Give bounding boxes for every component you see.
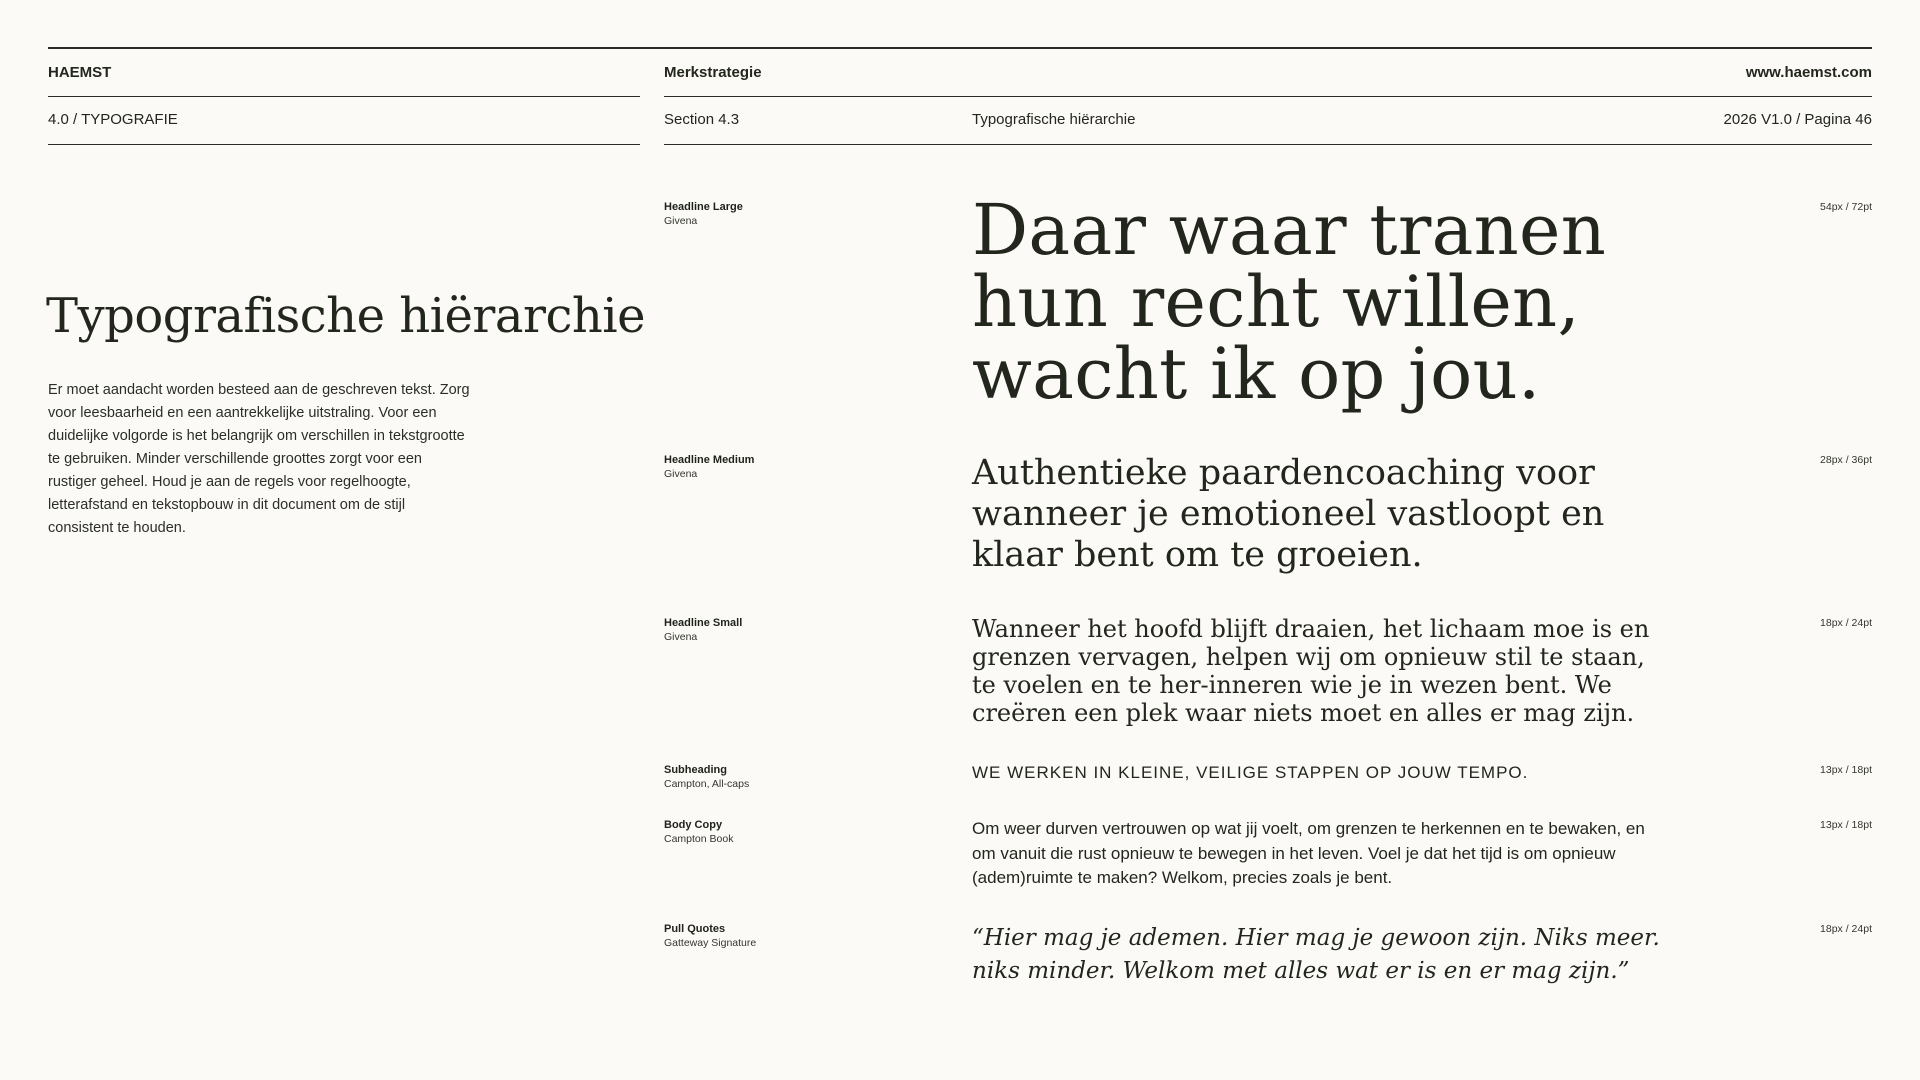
brand-name: HAEMST [48,64,112,81]
spec-subheading [664,763,749,791]
style-font: Campton, All-caps [664,778,750,790]
sample-body-copy: Om weer durven vertrouwen op wat jij voelt, om grenzen te herkennen en te bewaken, en om vanuit die rust opnieuw te bewegen in het leven. Voel je dat het tijd is om opnieuw (adem)ruimte te maken? Welkom, precies zoals je bent. [972,819,1645,887]
style-font: Givena [664,631,698,643]
style-size-pull-quotes: 18px / 24pt [1820,923,1872,935]
style-font: Campton Book [664,833,734,845]
style-size-headline-small: 18px / 24pt [1820,617,1872,629]
sample-headline-large: Daar waar tranen hun recht willen, wacht ik op jou. [972,189,1607,415]
style-name: Pull Quotes [664,923,726,935]
left-subheader-divider [48,144,640,145]
style-name: Headline Medium [664,454,755,466]
sample-subheading: WE WERKEN IN KLEINE, VEILIGE STAPPEN OP JOUW TEMPO. [972,763,1529,782]
spec-body-copy [664,818,733,846]
top-rule [48,47,1872,49]
style-name: Subheading [664,764,727,776]
style-font: Givena [664,468,698,480]
section-name: Typografische hiërarchie [972,111,1136,128]
style-name: Headline Large [664,201,743,213]
style-name: Body Copy [664,819,723,831]
spec-headline-large [664,200,743,228]
spec-headline-medium [664,453,754,481]
intro-paragraph: Er moet aandacht worden besteed aan de geschreven tekst. Zorg voor leesbaarheid en een aantrekkelijke uitstraling. Voor een duidelijke volgorde is het belangrijk om verschillen in tekstgrootte te gebruiken. Minder verschillende groottes zorgt voor een rustiger geheel. Houd je aan de regels voor regelhoogte, letterafstand en tekstopbouw in dit document om de stijl consistent te houden. [48,382,470,536]
sample-headline-medium: Authentieke paardencoaching voor wanneer je emotioneel vastloopt en klaar bent om te groeien. [972,453,1605,575]
style-font: Gatteway Signature [664,937,757,949]
style-size-headline-large: 54px / 72pt [1820,201,1872,213]
style-size-body-copy: 13px / 18pt [1820,819,1872,831]
style-font: Givena [664,215,698,227]
sample-headline-small: Wanneer het hoofd blijft draaien, het lichaam moe is en grenzen vervagen, helpen wij om opnieuw stil te staan, te voelen en te her-inneren wie je in wezen bent. We creëren een plek waar niets moet en alles er mag zijn. [972,615,1650,727]
document-title: Merkstrategie [664,64,762,81]
left-header-divider [48,96,640,97]
spec-headline-small [664,616,742,644]
style-size-headline-medium: 28px / 36pt [1820,454,1872,466]
section-label: 4.0 / TYPOGRAFIE [48,111,178,128]
style-name: Headline Small [664,617,743,629]
section-number: Section 4.3 [664,111,740,128]
right-subheader-divider [664,144,1872,145]
right-header-divider [664,96,1872,97]
style-size-subheading: 13px / 18pt [1820,764,1872,776]
website-link[interactable]: www.haemst.com [1745,64,1872,81]
page-title: Typografische hiërarchie [46,288,645,344]
spec-pull-quotes [664,922,756,950]
sample-pull-quote: “Hier mag je ademen. Hier mag je gewoon zijn. Niks meer. niks minder. Welkom met alles wat er is en er mag zijn.” [972,925,1660,984]
pagination: 2026 V1.0 / Pagina 46 [1723,111,1872,128]
